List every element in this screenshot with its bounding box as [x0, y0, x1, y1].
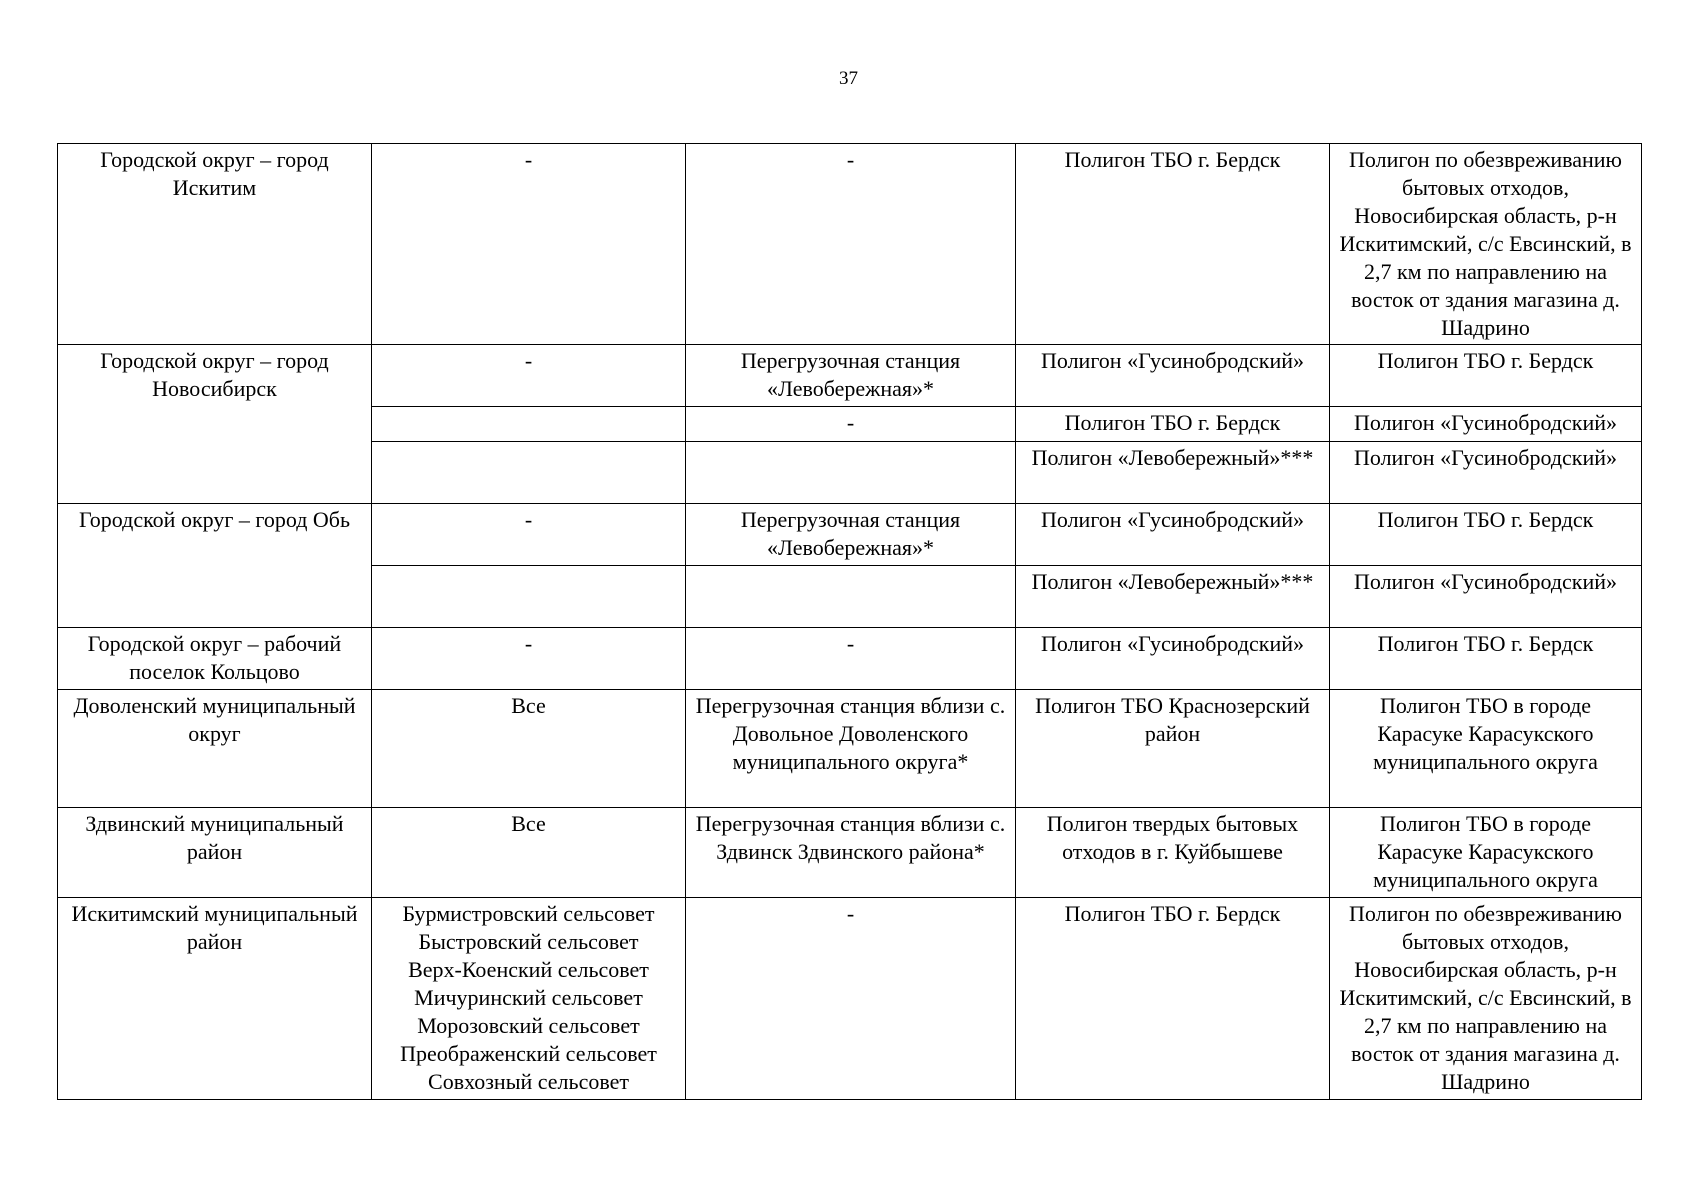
table-row	[58, 808, 1642, 898]
transfer-station-cell: -	[686, 898, 1016, 1100]
primary-site-cell: Полигон твердых бытовых отходов в г. Куйбышеве	[1016, 808, 1330, 898]
primary-site-cell: Полигон ТБО г. Бердск	[1016, 144, 1330, 345]
subdivisions-cell	[372, 566, 686, 628]
subdivisions-cell: -	[372, 144, 686, 345]
district-cell: Доволенский муниципальный округ	[58, 690, 372, 808]
subdivisions-cell	[372, 442, 686, 504]
reserve-site-cell: Полигон «Гусинобродский»	[1330, 442, 1642, 504]
table-row	[58, 628, 1642, 690]
reserve-site-cell: Полигон ТБО г. Бердск	[1330, 504, 1642, 566]
reserve-site-cell: Полигон по обезвреживанию бытовых отходов, Новосибирская область, р-н Искитимский, с/с Евсинский, в 2,7 км по направлению на восток от здания магазина д. Шадрино	[1330, 898, 1642, 1100]
subdivisions-cell: Все	[372, 808, 686, 898]
transfer-station-cell: Перегрузочная станция «Левобережная»*	[686, 345, 1016, 407]
reserve-site-cell: Полигон «Гусинобродский»	[1330, 407, 1642, 442]
district-cell: Городской округ – рабочий поселок Кольцово	[58, 628, 372, 690]
primary-site-cell: Полигон «Гусинобродский»	[1016, 504, 1330, 566]
primary-site-cell: Полигон ТБО г. Бердск	[1016, 898, 1330, 1100]
district-cell: Городской округ – город Обь	[58, 504, 372, 628]
subdivisions-cell: Все	[372, 690, 686, 808]
waste-routing-table	[57, 143, 1642, 1100]
subdivisions-cell: -	[372, 628, 686, 690]
reserve-site-cell: Полигон ТБО г. Бердск	[1330, 345, 1642, 407]
reserve-site-cell: Полигон по обезвреживанию бытовых отходов, Новосибирская область, р-н Искитимский, с/с Евсинский, в 2,7 км по направлению на восток от здания магазина д. Шадрино	[1330, 144, 1642, 345]
district-cell: Искитимский муниципальный район	[58, 898, 372, 1100]
subdivisions-cell: Бурмистровский сельсовет Быстровский сельсовет Верх-Коенский сельсовет Мичуринский сельсовет Морозовский сельсовет Преображенский сельсовет Совхозный сельсовет	[372, 898, 686, 1100]
primary-site-cell: Полигон «Гусинобродский»	[1016, 628, 1330, 690]
transfer-station-cell	[686, 566, 1016, 628]
table-row	[58, 690, 1642, 808]
subdivisions-cell	[372, 407, 686, 442]
transfer-station-cell: -	[686, 144, 1016, 345]
primary-site-cell: Полигон ТБО Краснозерский район	[1016, 690, 1330, 808]
transfer-station-cell: -	[686, 628, 1016, 690]
reserve-site-cell: Полигон ТБО г. Бердск	[1330, 628, 1642, 690]
primary-site-cell: Полигон ТБО г. Бердск	[1016, 407, 1330, 442]
reserve-site-cell: Полигон ТБО в городе Карасуке Карасукского муниципального округа	[1330, 690, 1642, 808]
primary-site-cell: Полигон «Левобережный»***	[1016, 442, 1330, 504]
transfer-station-cell: -	[686, 407, 1016, 442]
subdivisions-cell: -	[372, 345, 686, 407]
transfer-station-cell	[686, 442, 1016, 504]
transfer-station-cell: Перегрузочная станция вблизи с. Довольное Доволенского муниципального округа*	[686, 690, 1016, 808]
primary-site-cell: Полигон «Гусинобродский»	[1016, 345, 1330, 407]
transfer-station-cell: Перегрузочная станция вблизи с. Здвинск Здвинского района*	[686, 808, 1016, 898]
district-cell: Городской округ – город Новосибирск	[58, 345, 372, 504]
district-cell: Здвинский муниципальный район	[58, 808, 372, 898]
reserve-site-cell: Полигон «Гусинобродский»	[1330, 566, 1642, 628]
table-row	[58, 144, 1642, 345]
district-cell: Городской округ – город Искитим	[58, 144, 372, 345]
table-row	[58, 898, 1642, 1100]
page-number: 37	[839, 68, 858, 89]
primary-site-cell: Полигон «Левобережный»***	[1016, 566, 1330, 628]
table-row	[58, 345, 1642, 407]
transfer-station-cell: Перегрузочная станция «Левобережная»*	[686, 504, 1016, 566]
table-row	[58, 504, 1642, 566]
subdivisions-cell: -	[372, 504, 686, 566]
reserve-site-cell: Полигон ТБО в городе Карасуке Карасукского муниципального округа	[1330, 808, 1642, 898]
